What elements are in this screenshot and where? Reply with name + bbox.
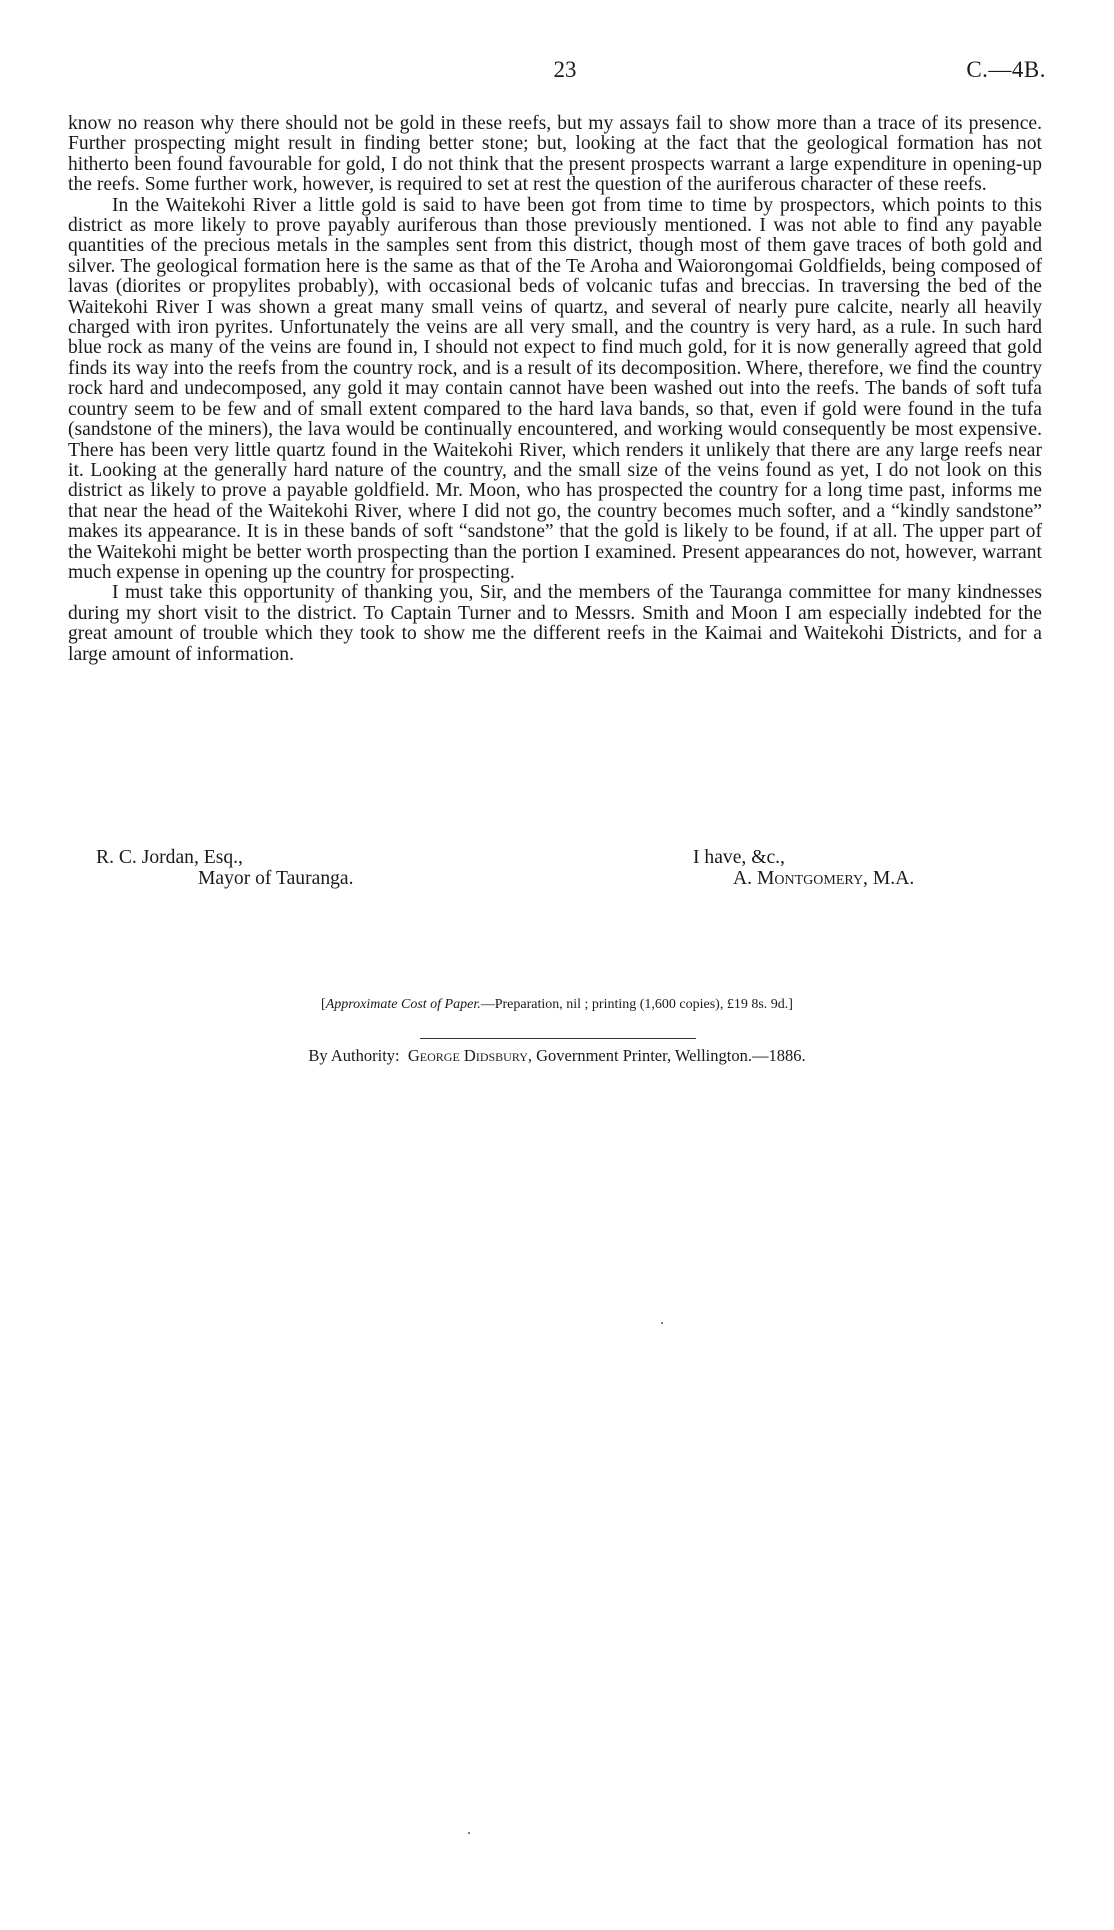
- printer-detail: Government Printer, Wellington.—1886.: [536, 1046, 806, 1065]
- author-initial: A.: [733, 868, 753, 889]
- cost-detail: —Preparation, nil ; printing (1,600 copies), £19 8s. 9d.: [480, 997, 789, 1012]
- document-reference: C.—4B.: [966, 57, 1046, 82]
- paper-speck: [661, 1322, 663, 1324]
- page-number: 23: [553, 57, 577, 82]
- printer-name: George Didsbury,: [407, 1046, 532, 1065]
- paragraph-acknowledgements: I must take this opportunity of thanking you, Sir, and the members of the Tauranga committee for many kindnesses during my short visit to the district. To Captain Turner and to Messrs. Smith and Moon I am especially indebted for the great amount of trouble which they took to show me the different reefs in the Kaimai and Waitekohi Districts, and for a large amount of information.: [68, 582, 1042, 665]
- author-surname: Montgomery,: [756, 868, 868, 889]
- printer-imprint: [0, 1046, 1114, 1066]
- letter-signoff: [68, 848, 1042, 890]
- cost-label: Approximate Cost of Paper.: [325, 997, 481, 1012]
- authority-label: By Authority:: [308, 1046, 400, 1065]
- paper-speck: [468, 1832, 470, 1834]
- author-degree: M.A.: [872, 868, 915, 889]
- cost-of-paper-note: [Approximate Cost of Paper.—Preparation, nil ; printing (1,600 copies), £19 8s. 9d.]: [321, 997, 793, 1012]
- closing-phrase: I have, &c.,: [693, 847, 785, 868]
- letter-body: [68, 114, 1042, 665]
- recipient-name: R. C. Jordan, Esq.,: [96, 847, 243, 868]
- paragraph-continuation: know no reason why there should not be gold in these reefs, but my assays fail to show more than a trace of its presence. Further prospecting might result in finding better stone; but, looking at the fact that the geological formation has not hitherto been found favourable for gold, I do not think that the present prospects warrant a large expenditure in opening-up the reefs. Some further work, however, is required to set at rest the question of the auriferous character of these reefs.: [68, 113, 1042, 196]
- author-signature: [733, 869, 914, 889]
- recipient-title: Mayor of Tauranga.: [198, 868, 354, 889]
- footer-divider: [420, 1038, 696, 1039]
- paragraph-waitekohi-river: In the Waitekohi River a little gold is said to have been got from time to time by prospectors, which points to this district as more likely to prove payably auriferous than those previously mentioned. I was not able to find any payable quantities of the precious metals in the samples sent from this district, though most of them gave traces of both gold and silver. The geological formation here is the same as that of the Te Aroha and Waiorongomai Goldfields, being composed of lavas (diorites or propylites probably), with occasional beds of volcanic tufas and breccias. In traversing the bed of the Waitekohi River I was shown a great many small veins of quartz, and several of nearly pure calcite, nearly all heavily charged with iron pyrites. Unfortunately the veins are all very small, and the country is very hard, as a rule. In such hard blue rock as many of the veins are found in, I should not expect to find much gold, for it is now generally agreed that gold finds its way into the reefs from the country rock, and is a result of its decomposition. Where, therefore, we find the country rock hard and undecomposed, any gold it may contain cannot have been washed out into the reefs. The bands of soft tufa country seem to be few and of small extent compared to the hard lava bands, so that, even if gold were found in the tufa (sandstone of the miners), the lava would be continually encountered, and working would consequently be most expensive. There has been very little quartz found in the Waitekohi River, which renders it unlikely that there are any large reefs near it. Looking at the generally hard nature of the country, and the small size of the veins found as yet, I do not look on this district as likely to prove a payable goldfield. Mr. Moon, who has prospected the country for a long time past, informs me that near the head of the Waitekohi River, where I did not go, the country becomes much softer, and a “kindly sandstone” makes its appearance. It is in these bands of soft “sandstone” that the gold is likely to be found, if at all. The upper part of the Waitekohi might be better worth prospecting than the portion I examined. Present appearances do not, however, warrant much expense in opening up the country for prospecting.: [68, 194, 1042, 583]
